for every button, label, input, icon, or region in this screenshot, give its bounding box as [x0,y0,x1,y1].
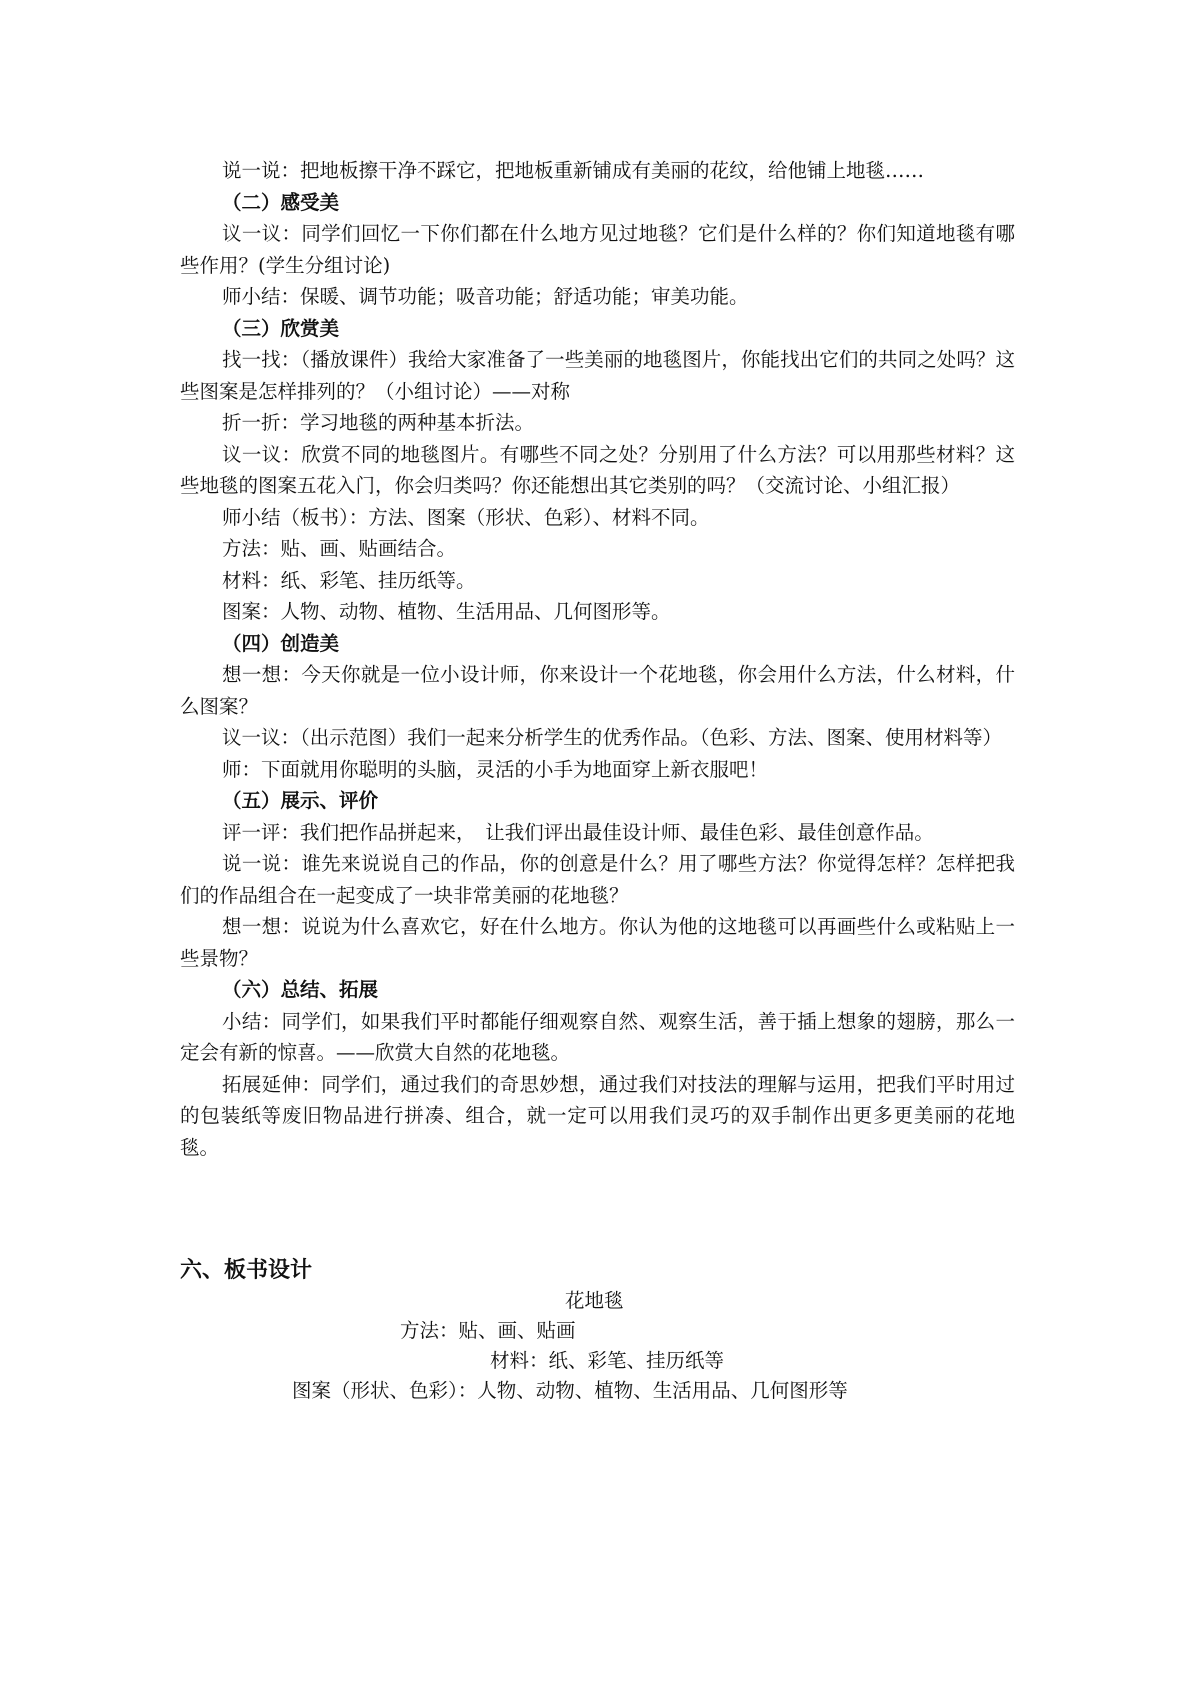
paragraph: 找一找：（播放课件）我给大家准备了一些美丽的地毯图片，你能找出它们的共同之处吗？这些图案是怎样排列的？（小组讨论）——对称 [180,348,1015,403]
board-line-material: 材料：纸、彩笔、挂历纸等 [490,1349,725,1372]
paragraph: 议一议：欣赏不同的地毯图片。有哪些不同之处？分别用了什么方法？可以用那些材料？这些地毯的图案五花入门，你会归类吗？你还能想出其它类别的吗？（交流讨论、小组汇报） [180,442,1015,497]
section-4-title: （四）创造美 [222,631,340,655]
board-line-method: 方法：贴、画、贴画 [400,1319,576,1342]
paragraph: 议一议：（出示范图）我们一起来分析学生的优秀作品。（色彩、方法、图案、使用材料等） [222,726,1003,749]
section-5-title: （五）展示、评价 [222,789,379,812]
board-design-heading: 六、板书设计 [180,1257,313,1283]
paragraph: 方法：贴、画、贴画结合。 [222,537,457,560]
teaching-process [180,155,1015,1163]
paragraph: 师小结：保暖、调节功能；吸音功能；舒适功能；审美功能。 [222,285,749,308]
paragraph: 师：下面就用你聪明的头脑，灵活的小手为地面穿上新衣服吧！ [222,757,769,781]
paragraph: 材料：纸、彩笔、挂历纸等。 [222,568,476,592]
paragraph: 议一议：同学们回忆一下你们都在什么地方见过地毯？它们是什么样的？你们知道地毯有哪些作用？(学生分组讨论) [180,222,1015,277]
paragraph: 想一想：今天你就是一位小设计师，你来设计一个花地毯，你会用什么方法，什么材料，什么图案？ [180,663,1015,718]
section-2-title: （二）感受美 [222,190,340,214]
paragraph: 评一评：我们把作品拼起来， 让我们评出最佳设计师、最佳色彩、最佳创意作品。 [222,820,934,844]
intro-paragraph: 说一说：把地板擦干净不踩它，把地板重新铺成有美丽的花纹，给他铺上地毯…… [222,159,925,182]
paragraph: 小结：同学们，如果我们平时都能仔细观察自然、观察生活，善于插上想象的翅膀，那么一定会有新的惊喜。——欣赏大自然的花地毯。 [180,1009,1015,1064]
paragraph: 想一想：说说为什么喜欢它，好在什么地方。你认为他的这地毯可以再画些什么或粘贴上一些景物？ [180,915,1015,970]
paragraph: 师小结（板书）：方法、图案（形状、色彩）、材料不同。 [222,505,710,529]
board-line-pattern: 图案（形状、色彩）：人物、动物、植物、生活用品、几何图形等 [292,1379,848,1402]
paragraph: 图案：人物、动物、植物、生活用品、几何图形等。 [222,600,671,623]
section-3-title: （三）欣赏美 [222,316,340,340]
board-title: 花地毯 [565,1289,624,1312]
section-6-title: （六）总结、拓展 [222,978,379,1001]
paragraph: 折一折：学习地毯的两种基本折法。 [222,411,535,434]
paragraph: 说一说：谁先来说说自己的作品，你的创意是什么？用了哪些方法？你觉得怎样？怎样把我们的作品组合在一起变成了一块非常美丽的花地毯？ [180,852,1015,907]
paragraph: 拓展延伸：同学们，通过我们的奇思妙想，通过我们对技法的理解与运用，把我们平时用过的包装纸等废旧物品进行拼凑、组合，就一定可以用我们灵巧的双手制作出更多更美丽的花地毯。 [180,1072,1015,1159]
